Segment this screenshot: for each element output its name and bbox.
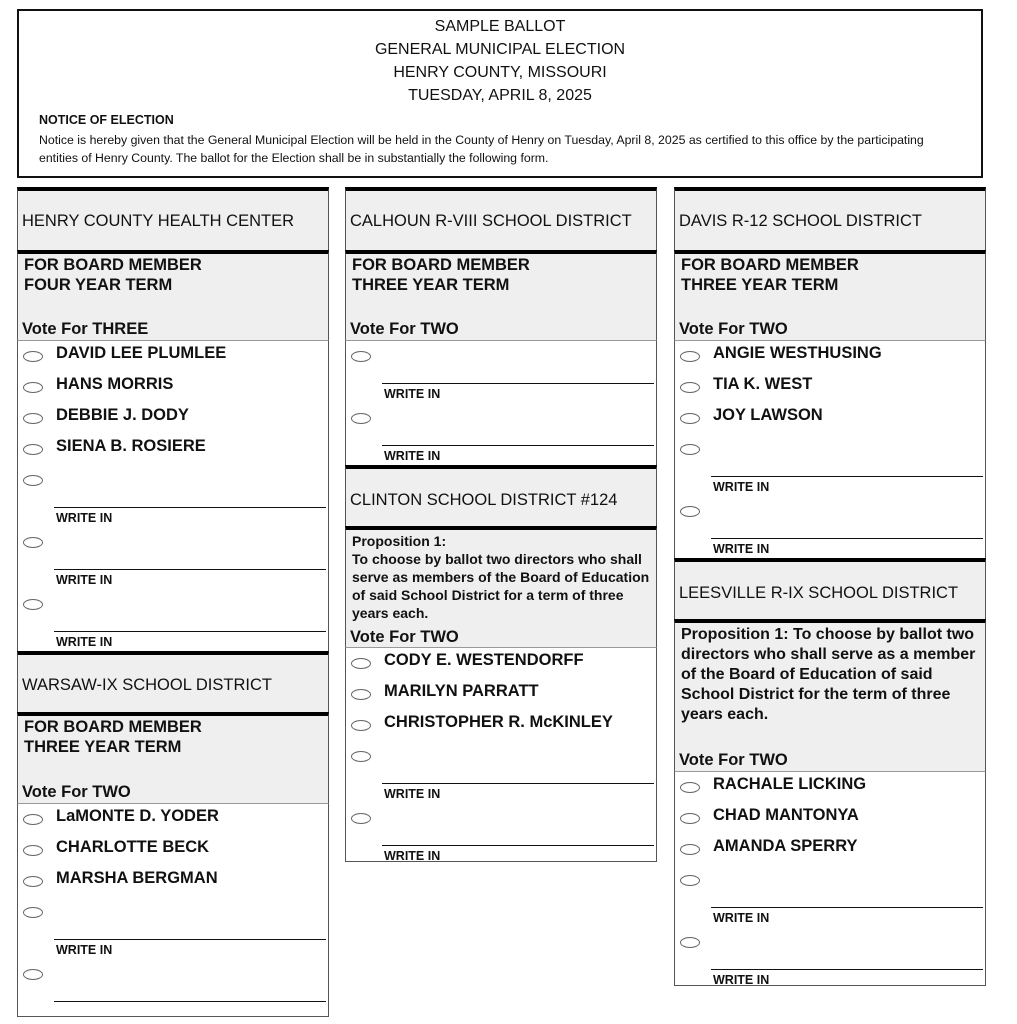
candidate-list xyxy=(674,341,986,558)
candidate-name: DEBBIE J. DODY xyxy=(56,406,189,424)
candidate-option[interactable] xyxy=(18,870,328,901)
candidate-option[interactable] xyxy=(18,407,328,438)
candidate-name: MARILYN PARRATT xyxy=(384,682,539,700)
county-name: HENRY COUNTY, MISSOURI xyxy=(393,64,607,81)
candidate-list xyxy=(17,804,329,1017)
write-in-label: WRITE IN xyxy=(56,635,113,649)
write-in-option[interactable] xyxy=(675,869,985,931)
office-title: FOR BOARD MEMBER xyxy=(681,256,859,274)
write-in-line[interactable] xyxy=(382,845,654,846)
office-header xyxy=(17,250,329,341)
candidate-name: CODY E. WESTENDORFF xyxy=(384,651,584,669)
notice-text: Notice is hereby given that the General Municipal Election will be held in the County of Henry on Tuesday, April 8, 2025 as certified to this office by the participating entities of Henry County. The ballot for the Election shall be in substantially the following form. xyxy=(39,133,924,165)
candidate-option[interactable] xyxy=(346,714,656,745)
district-header: WARSAW-IX SCHOOL DISTRICT xyxy=(17,651,329,712)
vote-oval[interactable] xyxy=(23,876,43,887)
candidate-option[interactable] xyxy=(675,376,985,407)
office-term: THREE YEAR TERM xyxy=(352,275,510,294)
ballot-column-1 xyxy=(17,187,329,1017)
candidate-name: LaMONTE D. YODER xyxy=(56,807,219,825)
write-in-label: WRITE IN xyxy=(56,573,113,587)
vote-oval[interactable] xyxy=(23,444,43,455)
write-in-line[interactable] xyxy=(54,1001,326,1002)
vote-oval[interactable] xyxy=(680,813,700,824)
vote-oval[interactable] xyxy=(351,413,371,424)
write-in-label: WRITE IN xyxy=(713,911,770,925)
vote-for-label: Vote For THREE xyxy=(22,319,149,338)
write-in-label: WRITE IN xyxy=(56,943,113,957)
write-in-line[interactable] xyxy=(711,476,983,477)
office-header xyxy=(17,712,329,804)
notice-title: NOTICE OF ELECTION xyxy=(39,113,174,127)
ballot-column-3 xyxy=(674,187,986,986)
candidate-option[interactable] xyxy=(675,807,985,838)
write-in-label: WRITE IN xyxy=(713,480,770,494)
candidate-option[interactable] xyxy=(346,652,656,683)
vote-oval[interactable] xyxy=(351,813,371,824)
election-date: TUESDAY, APRIL 8, 2025 xyxy=(408,87,592,104)
candidate-option[interactable] xyxy=(18,839,328,870)
candidate-name: ANGIE WESTHUSING xyxy=(713,344,882,362)
write-in-label: WRITE IN xyxy=(56,511,113,525)
proposition-header xyxy=(345,526,657,648)
vote-oval[interactable] xyxy=(680,506,700,517)
write-in-line[interactable] xyxy=(54,631,326,632)
write-in-line[interactable] xyxy=(54,507,326,508)
proposition-header xyxy=(674,619,986,772)
write-in-label: WRITE IN xyxy=(713,542,770,556)
office-header xyxy=(345,250,657,341)
write-in-line[interactable] xyxy=(711,969,983,970)
write-in-option[interactable] xyxy=(18,531,328,593)
vote-oval[interactable] xyxy=(680,413,700,424)
candidate-list xyxy=(345,648,657,862)
vote-oval[interactable] xyxy=(351,351,371,362)
ballot-header xyxy=(17,9,983,178)
candidate-option[interactable] xyxy=(675,776,985,807)
election-name: GENERAL MUNICIPAL ELECTION xyxy=(374,41,626,58)
write-in-line[interactable] xyxy=(382,783,654,784)
vote-oval[interactable] xyxy=(23,969,43,980)
write-in-option[interactable] xyxy=(675,438,985,500)
write-in-line[interactable] xyxy=(711,907,983,908)
candidate-list xyxy=(345,341,657,465)
write-in-option[interactable] xyxy=(18,593,328,649)
candidate-option[interactable] xyxy=(18,376,328,407)
candidate-list xyxy=(17,341,329,651)
proposition-title: Proposition 1: xyxy=(352,533,447,549)
write-in-option[interactable] xyxy=(346,345,656,407)
vote-for-label: Vote For TWO xyxy=(679,319,788,338)
vote-oval[interactable] xyxy=(23,537,43,548)
district-header: LEESVILLE R-IX SCHOOL DISTRICT xyxy=(674,558,986,619)
vote-oval[interactable] xyxy=(23,599,43,610)
candidate-option[interactable] xyxy=(18,345,328,376)
write-in-label: WRITE IN xyxy=(384,449,441,463)
vote-oval[interactable] xyxy=(680,937,700,948)
vote-oval[interactable] xyxy=(23,382,43,393)
district-header: DAVIS R-12 SCHOOL DISTRICT xyxy=(674,187,986,250)
ballot-column-2 xyxy=(345,187,657,862)
write-in-label: WRITE IN xyxy=(384,387,441,401)
candidate-name: CHARLOTTE BECK xyxy=(56,838,210,856)
write-in-line[interactable] xyxy=(711,538,983,539)
vote-oval[interactable] xyxy=(351,689,371,700)
write-in-option[interactable] xyxy=(18,901,328,963)
candidate-name: TIA K. WEST xyxy=(713,375,813,393)
candidate-option[interactable] xyxy=(18,808,328,839)
write-in-line[interactable] xyxy=(54,939,326,940)
vote-oval[interactable] xyxy=(23,907,43,918)
vote-oval[interactable] xyxy=(23,845,43,856)
write-in-option[interactable] xyxy=(18,963,328,1003)
vote-oval[interactable] xyxy=(680,444,700,455)
office-term: THREE YEAR TERM xyxy=(681,275,839,294)
vote-for-label: Vote For TWO xyxy=(679,751,788,769)
write-in-label: WRITE IN xyxy=(384,849,441,863)
vote-for-label: Vote For TWO xyxy=(22,782,131,801)
vote-oval[interactable] xyxy=(351,658,371,669)
candidate-option[interactable] xyxy=(675,838,985,869)
candidate-name: JOY LAWSON xyxy=(713,406,823,424)
write-in-option[interactable] xyxy=(675,500,985,558)
write-in-option[interactable] xyxy=(346,745,656,807)
candidate-name: DAVID LEE PLUMLEE xyxy=(56,344,227,362)
vote-oval[interactable] xyxy=(23,413,43,424)
ballot-title: SAMPLE BALLOT xyxy=(434,18,566,35)
vote-oval[interactable] xyxy=(351,751,371,762)
write-in-label: WRITE IN xyxy=(384,787,441,801)
vote-oval[interactable] xyxy=(680,382,700,393)
vote-for-label: Vote For TWO xyxy=(350,628,459,646)
candidate-name: AMANDA SPERRY xyxy=(713,837,858,855)
candidate-list xyxy=(674,772,986,986)
write-in-label: WRITE IN xyxy=(713,973,770,987)
candidate-name: HANS MORRIS xyxy=(56,375,174,393)
office-title: FOR BOARD MEMBER xyxy=(352,256,530,274)
vote-oval[interactable] xyxy=(23,351,43,362)
write-in-option[interactable] xyxy=(346,407,656,465)
office-term: FOUR YEAR TERM xyxy=(24,275,173,294)
proposition-text: Proposition 1: To choose by ballot two directors who shall serve as a member of the Board of Education of said School District for the term of three years each. xyxy=(681,626,976,723)
candidate-name: SIENA B. ROSIERE xyxy=(56,437,206,455)
write-in-option[interactable] xyxy=(675,931,985,987)
write-in-line[interactable] xyxy=(382,383,654,384)
write-in-line[interactable] xyxy=(382,445,654,446)
district-header: CLINTON SCHOOL DISTRICT #124 xyxy=(345,465,657,526)
candidate-name: CHAD MANTONYA xyxy=(713,806,859,824)
candidate-option[interactable] xyxy=(18,438,328,469)
candidate-name: CHRISTOPHER R. McKINLEY xyxy=(384,713,613,731)
write-in-option[interactable] xyxy=(346,807,656,863)
office-header xyxy=(674,250,986,341)
vote-oval[interactable] xyxy=(23,814,43,825)
office-term: THREE YEAR TERM xyxy=(24,737,182,756)
candidate-option[interactable] xyxy=(346,683,656,714)
vote-for-label: Vote For TWO xyxy=(350,319,459,338)
district-header: CALHOUN R-VIII SCHOOL DISTRICT xyxy=(345,187,657,250)
office-title: FOR BOARD MEMBER xyxy=(24,256,202,274)
office-title: FOR BOARD MEMBER xyxy=(24,718,202,736)
vote-oval[interactable] xyxy=(680,782,700,793)
district-header: HENRY COUNTY HEALTH CENTER xyxy=(17,187,329,250)
vote-oval[interactable] xyxy=(680,844,700,855)
vote-oval[interactable] xyxy=(351,720,371,731)
candidate-name: MARSHA BERGMAN xyxy=(56,869,218,887)
write-in-option[interactable] xyxy=(18,469,328,531)
write-in-line[interactable] xyxy=(54,569,326,570)
vote-oval[interactable] xyxy=(680,875,700,886)
proposition-text: To choose by ballot two directors who shall serve as members of the Board of Education of said School District for a term of three years each. xyxy=(352,551,650,621)
candidate-option[interactable] xyxy=(675,345,985,376)
vote-oval[interactable] xyxy=(23,475,43,486)
candidate-option[interactable] xyxy=(675,407,985,438)
vote-oval[interactable] xyxy=(680,351,700,362)
candidate-name: RACHALE LICKING xyxy=(713,775,867,793)
